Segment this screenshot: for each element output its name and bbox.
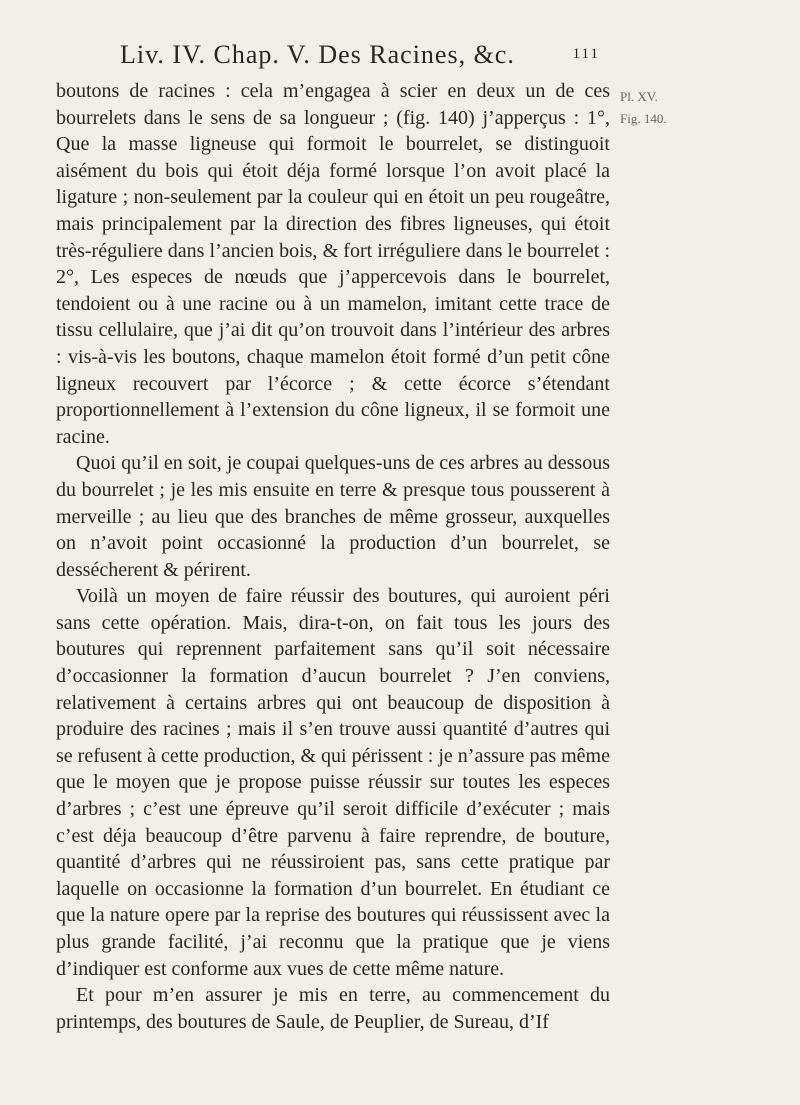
paragraph-1: boutons de racines : cela m’engagea à scier en deux un de ces bourrelets dans le sens de sa longueur ; (fig. 140) j’apperçus : 1°, Que la masse ligneuse qui formoit le bourrelet, se distinguoit aisément du bois qui étoit déja formé lorsque l’on avoit placé la ligature ; non-seulement par la couleur qui en étoit un peu rougeâtre, mais principalement par la direction des fibres ligneuses, qui étoit très-réguliere dans l’ancien bois, & fort irréguliere dans le bourrelet : 2°, Les especes de nœuds que j’appercevois dans le bourrelet, tendoient ou à une racine ou à un mamelon, imitant cette trace de tissu cellulaire, que j’ai dit qu’on trouvoit dans l’intérieur des arbres : vis-à-vis les boutons, chaque mamelon étoit formé d’un petit cône ligneux recouvert par l’écorce ; & cette écorce s’étendant proportionnellement à l’extension du cône ligneux, il se formoit une racine. (56, 80, 610, 448)
paragraph-4: Et pour m’en assurer je mis en terre, au commencement du printemps, des boutures de Saule, de Peuplier, de Sureau, d’If (56, 984, 610, 1033)
paragraph-3: Voilà un moyen de faire réussir des boutures, qui auroient péri sans cette opération. Mais, dira-t-on, on fait tous les jours des boutures qui reprennent parfaitement sans qu’il soit nécessaire d’occasionner la formation d’aucun bourrelet ? J’en conviens, relativement à certains arbres qui ont beaucoup de disposition à produire des racines ; mais il s’en trouve aussi quantité d’autres qui se refusent à cette production, & qui périssent : je n’assure pas même que le moyen que je propose puisse réussir sur toutes les especes d’arbres ; c’est une épreuve qu’il seroit difficile d’exécuter ; mais c’est déja beaucoup d’être parvenu à faire reprendre, de bouture, quantité d’arbres qui ne réussiroient pas, sans cette pratique par laquelle on occasionne la formation d’un bourrelet. En étudiant ce que la nature opere par la reprise des boutures qui réussissent avec la plus grande facilité, j’ai reconnu que la pratique que je viens d’indiquer est conforme aux vues de cette même nature. (56, 585, 610, 980)
figure-reference: Fig. 140. (620, 111, 667, 126)
page-header (120, 40, 600, 76)
margin-notes (620, 86, 770, 130)
running-head: Liv. IV. Chap. V. Des Racines, &c. (120, 40, 515, 69)
body-text (56, 78, 610, 1035)
plate-reference: Pl. XV. (620, 89, 658, 104)
paragraph-2: Quoi qu’il en soit, je coupai quelques-uns de ces arbres au dessous du bourrelet ; je les mis ensuite en terre & presque tous pousserent à merveille ; au lieu que des branches de même grosseur, auxquelles on n’avoit point occasionné la production d’un bourrelet, se dessécherent & périrent. (56, 452, 610, 581)
page-number: 111 (572, 46, 600, 62)
